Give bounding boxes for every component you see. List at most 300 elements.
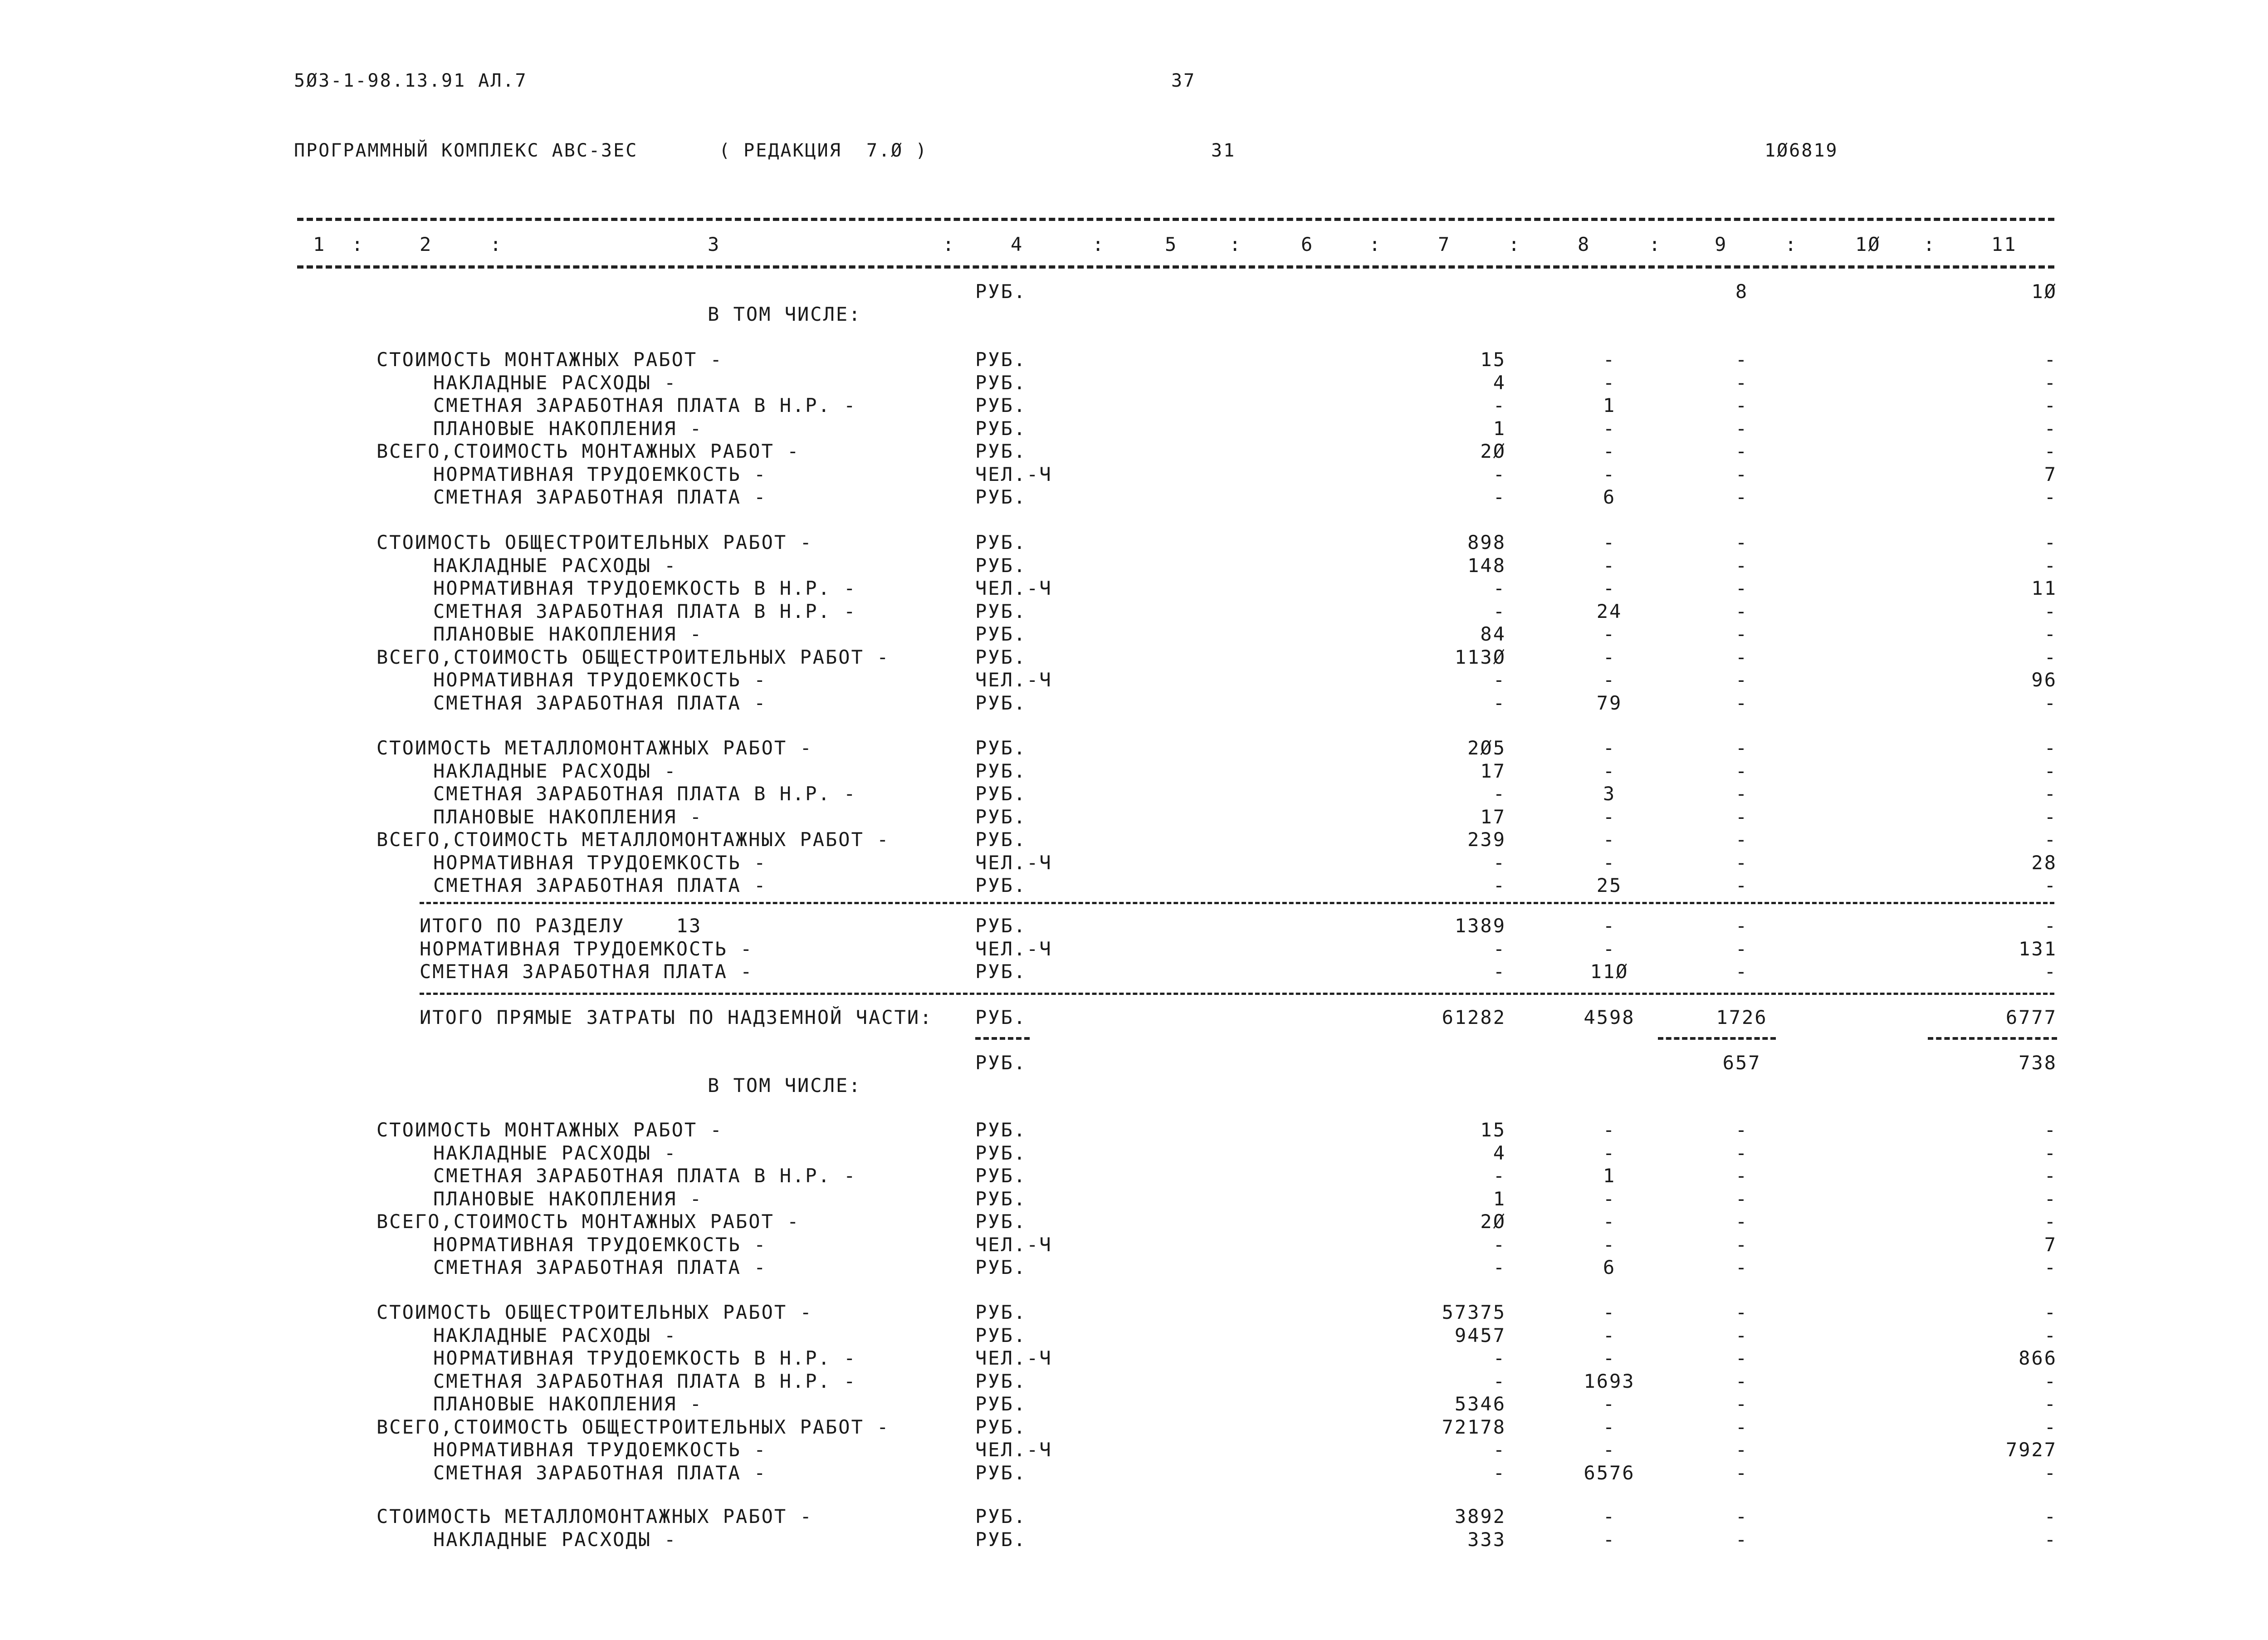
- column-11-value: 866: [2019, 1347, 2057, 1369]
- program-edition: ( РЕДАКЦИЯ 7.Ø ): [719, 140, 928, 161]
- row-label: СТОИМОСТЬ МОНТАЖНЫХ РАБОТ -: [376, 1119, 723, 1141]
- column-7-value: 4: [1493, 1141, 1506, 1164]
- column-9-value: -: [1735, 1187, 1749, 1210]
- column-7-value: -: [1493, 1165, 1506, 1187]
- column-8-value: -: [1603, 417, 1616, 440]
- column-11-value: -: [2044, 1505, 2057, 1527]
- column-8-value: -: [1603, 646, 1616, 668]
- grand-total-rule: [420, 993, 2054, 995]
- column-11-value: -: [2044, 600, 2057, 622]
- column-11-value: 96: [2031, 669, 2057, 691]
- column-9-value: -: [1735, 851, 1749, 874]
- row-label: НАКЛАДНЫЕ РАСХОДЫ -: [433, 1141, 677, 1164]
- column-11-value: 1Ø: [2031, 280, 2057, 303]
- column-9-value: -: [1735, 417, 1749, 440]
- header-top-rule: [297, 218, 2054, 221]
- row-label: ИТОГО ПО РАЗДЕЛУ 13: [420, 915, 702, 937]
- column-9-value: -: [1735, 805, 1749, 828]
- column-9-value: -: [1735, 440, 1749, 462]
- unit-cell: РУБ.: [975, 828, 1027, 851]
- unit-cell: РУБ.: [975, 1528, 1027, 1551]
- column-11-value: 11: [2031, 577, 2057, 599]
- column-7-value: 4: [1493, 371, 1506, 394]
- unit-cell: ЧЕЛ.-Ч: [975, 1233, 1052, 1256]
- row-label: ВСЕГО,СТОИМОСТЬ МОНТАЖНЫХ РАБОТ -: [376, 440, 800, 462]
- column-7-value: 72178: [1442, 1415, 1506, 1438]
- row-label: СМЕТНАЯ ЗАРАБОТНАЯ ПЛАТА В Н.Р. -: [433, 783, 857, 805]
- column-separator: :: [943, 233, 956, 255]
- column-7-value: 15: [1480, 348, 1506, 371]
- column-8-value: -: [1603, 1347, 1616, 1369]
- column-11-value: 6777: [2005, 1006, 2057, 1028]
- document-code: 5Ø3-1-98.13.91 АЛ.7: [294, 70, 528, 91]
- column-11-value: -: [2044, 1324, 2057, 1346]
- column-8-value: -: [1603, 1439, 1616, 1461]
- row-label: НОРМАТИВНАЯ ТРУДОЕМКОСТЬ В Н.Р. -: [433, 577, 857, 599]
- column-11-value: -: [2044, 1393, 2057, 1415]
- unit-cell: ЧЕЛ.-Ч: [975, 463, 1052, 485]
- row-label: НАКЛАДНЫЕ РАСХОДЫ -: [433, 371, 677, 394]
- header-bottom-rule: [297, 265, 2054, 269]
- subtotal-underline: [975, 1037, 1030, 1040]
- section-total-rule: [420, 902, 2054, 904]
- column-8-value: -: [1603, 1119, 1616, 1141]
- column-11-value: -: [2044, 1119, 2057, 1141]
- column-7-value: -: [1493, 937, 1506, 960]
- row-label: СТОИМОСТЬ ОБЩЕСТРОИТЕЛЬНЫХ РАБОТ -: [376, 1301, 813, 1323]
- column-8-value: -: [1603, 759, 1616, 782]
- column-7-value: 1389: [1454, 915, 1506, 937]
- column-7-value: -: [1493, 669, 1506, 691]
- column-7-value: -: [1493, 960, 1506, 983]
- page-number: 37: [1171, 70, 1196, 91]
- column-8-value: -: [1603, 669, 1616, 691]
- column-9-value: -: [1735, 828, 1749, 851]
- unit-cell: РУБ.: [975, 371, 1027, 394]
- unit-cell: РУБ.: [975, 394, 1027, 416]
- subheading: В ТОМ ЧИСЛЕ:: [708, 303, 862, 325]
- column-separator: :: [1092, 233, 1105, 255]
- unit-cell: РУБ.: [975, 915, 1027, 937]
- row-label: НАКЛАДНЫЕ РАСХОДЫ -: [433, 759, 677, 782]
- column-number-3: 3: [708, 233, 721, 255]
- column-8-value: 1: [1603, 1165, 1616, 1187]
- column-8-value: -: [1603, 737, 1616, 759]
- column-7-value: 333: [1467, 1528, 1506, 1551]
- column-11-value: 28: [2031, 851, 2057, 874]
- column-7-value: -: [1493, 463, 1506, 485]
- column-7-value: -: [1493, 851, 1506, 874]
- unit-cell: РУБ.: [975, 805, 1027, 828]
- column-9-value: -: [1735, 915, 1749, 937]
- row-label: СМЕТНАЯ ЗАРАБОТНАЯ ПЛАТА В Н.Р. -: [433, 394, 857, 416]
- column-11-value: -: [2044, 960, 2057, 983]
- column-8-value: -: [1603, 1210, 1616, 1233]
- subtotal-underline: [1658, 1037, 1776, 1040]
- unit-cell: ЧЕЛ.-Ч: [975, 577, 1052, 599]
- column-7-value: 2Ø: [1480, 440, 1506, 462]
- unit-cell: РУБ.: [975, 1052, 1027, 1074]
- column-11-value: 131: [2019, 937, 2057, 960]
- column-8-value: -: [1603, 1233, 1616, 1256]
- column-11-value: -: [2044, 1165, 2057, 1187]
- column-11-value: -: [2044, 1301, 2057, 1323]
- column-8-value: -: [1603, 554, 1616, 577]
- column-9-value: -: [1735, 1347, 1749, 1369]
- row-label: ПЛАНОВЫЕ НАКОПЛЕНИЯ -: [433, 805, 703, 828]
- unit-cell: РУБ.: [975, 440, 1027, 462]
- column-7-value: 57375: [1442, 1301, 1506, 1323]
- column-number-7: 7: [1438, 233, 1451, 255]
- column-8-value: 1693: [1584, 1370, 1635, 1392]
- unit-cell: РУБ.: [975, 1301, 1027, 1323]
- column-7-value: -: [1493, 1233, 1506, 1256]
- column-9-value: -: [1735, 1324, 1749, 1346]
- column-8-value: -: [1603, 1528, 1616, 1551]
- program-name: ПРОГРАММНЫЙ КОМПЛЕКС АВС-3ЕС: [294, 140, 638, 161]
- row-label: ВСЕГО,СТОИМОСТЬ МЕТАЛЛОМОНТАЖНЫХ РАБОТ -: [376, 828, 890, 851]
- row-label: НОРМАТИВНАЯ ТРУДОЕМКОСТЬ -: [433, 851, 767, 874]
- column-11-value: -: [2044, 348, 2057, 371]
- column-number-4: 4: [1011, 233, 1024, 255]
- column-7-value: -: [1493, 600, 1506, 622]
- row-label: СМЕТНАЯ ЗАРАБОТНАЯ ПЛАТА -: [420, 960, 753, 983]
- column-11-value: -: [2044, 371, 2057, 394]
- column-7-value: 9457: [1454, 1324, 1506, 1346]
- unit-cell: РУБ.: [975, 1119, 1027, 1141]
- column-7-value: 17: [1480, 805, 1506, 828]
- row-label: СМЕТНАЯ ЗАРАБОТНАЯ ПЛАТА В Н.Р. -: [433, 600, 857, 622]
- column-9-value: -: [1735, 1233, 1749, 1256]
- unit-cell: РУБ.: [975, 1165, 1027, 1187]
- row-label: ПЛАНОВЫЕ НАКОПЛЕНИЯ -: [433, 417, 703, 440]
- column-11-value: -: [2044, 874, 2057, 896]
- column-7-value: 148: [1467, 554, 1506, 577]
- column-7-value: 17: [1480, 759, 1506, 782]
- unit-cell: РУБ.: [975, 759, 1027, 782]
- column-9-value: -: [1735, 759, 1749, 782]
- column-separator: :: [1785, 233, 1798, 255]
- unit-cell: РУБ.: [975, 1006, 1027, 1028]
- column-11-value: -: [2044, 737, 2057, 759]
- column-8-value: -: [1603, 1187, 1616, 1210]
- column-8-value: -: [1603, 1301, 1616, 1323]
- row-label: ВСЕГО,СТОИМОСТЬ ОБЩЕСТРОИТЕЛЬНЫХ РАБОТ -: [376, 1415, 890, 1438]
- column-8-value: -: [1603, 915, 1616, 937]
- column-8-value: 6: [1603, 1256, 1616, 1278]
- unit-cell: РУБ.: [975, 874, 1027, 896]
- row-label: НАКЛАДНЫЕ РАСХОДЫ -: [433, 1324, 677, 1346]
- row-label: НОРМАТИВНАЯ ТРУДОЕМКОСТЬ -: [433, 1233, 767, 1256]
- row-label: ВСЕГО,СТОИМОСТЬ МОНТАЖНЫХ РАБОТ -: [376, 1210, 800, 1233]
- column-9-value: -: [1735, 1119, 1749, 1141]
- unit-cell: РУБ.: [975, 1187, 1027, 1210]
- column-8-value: -: [1603, 348, 1616, 371]
- column-8-value: -: [1603, 1393, 1616, 1415]
- unit-cell: РУБ.: [975, 783, 1027, 805]
- column-8-value: 11Ø: [1590, 960, 1629, 983]
- unit-cell: РУБ.: [975, 417, 1027, 440]
- column-number-6: 6: [1301, 233, 1314, 255]
- row-label: ПЛАНОВЫЕ НАКОПЛЕНИЯ -: [433, 1187, 703, 1210]
- column-11-value: 738: [2019, 1052, 2057, 1074]
- column-9-value: -: [1735, 646, 1749, 668]
- column-7-value: 898: [1467, 531, 1506, 553]
- unit-cell: РУБ.: [975, 1461, 1027, 1484]
- column-9-value: -: [1735, 1370, 1749, 1392]
- document-id: 1Ø6819: [1765, 140, 1838, 161]
- column-11-value: -: [2044, 828, 2057, 851]
- column-8-value: -: [1603, 577, 1616, 599]
- column-7-value: -: [1493, 1347, 1506, 1369]
- column-7-value: 1: [1493, 417, 1506, 440]
- column-11-value: -: [2044, 623, 2057, 645]
- column-7-value: 15: [1480, 1119, 1506, 1141]
- column-number-9: 9: [1715, 233, 1728, 255]
- column-11-value: -: [2044, 646, 2057, 668]
- column-9-value: -: [1735, 960, 1749, 983]
- unit-cell: РУБ.: [975, 1505, 1027, 1527]
- sheet-number: 31: [1211, 140, 1236, 161]
- unit-cell: ЧЕЛ.-Ч: [975, 669, 1052, 691]
- column-11-value: -: [2044, 486, 2057, 508]
- row-label: НОРМАТИВНАЯ ТРУДОЕМКОСТЬ -: [433, 463, 767, 485]
- column-8-value: 25: [1596, 874, 1623, 896]
- column-8-value: 3: [1603, 783, 1616, 805]
- column-11-value: -: [2044, 759, 2057, 782]
- column-8-value: -: [1603, 805, 1616, 828]
- row-label: СМЕТНАЯ ЗАРАБОТНАЯ ПЛАТА В Н.Р. -: [433, 1165, 857, 1187]
- row-label: ВСЕГО,СТОИМОСТЬ ОБЩЕСТРОИТЕЛЬНЫХ РАБОТ -: [376, 646, 890, 668]
- column-9-value: -: [1735, 348, 1749, 371]
- column-9-value: -: [1735, 486, 1749, 508]
- column-9-value: -: [1735, 937, 1749, 960]
- unit-cell: РУБ.: [975, 600, 1027, 622]
- column-7-value: 84: [1480, 623, 1506, 645]
- column-9-value: -: [1735, 874, 1749, 896]
- column-8-value: -: [1603, 623, 1616, 645]
- column-7-value: 2Ø: [1480, 1210, 1506, 1233]
- row-label: СТОИМОСТЬ ОБЩЕСТРОИТЕЛЬНЫХ РАБОТ -: [376, 531, 813, 553]
- column-9-value: -: [1735, 1461, 1749, 1484]
- grand-total-label: ИТОГО ПРЯМЫЕ ЗАТРАТЫ ПО НАДЗЕМНОЙ ЧАСТИ:: [420, 1006, 933, 1028]
- column-8-value: -: [1603, 463, 1616, 485]
- unit-cell: РУБ.: [975, 486, 1027, 508]
- column-8-value: 6576: [1584, 1461, 1635, 1484]
- column-9-value: 657: [1722, 1052, 1761, 1074]
- column-9-value: -: [1735, 1393, 1749, 1415]
- column-11-value: -: [2044, 554, 2057, 577]
- row-label: СМЕТНАЯ ЗАРАБОТНАЯ ПЛАТА -: [433, 874, 767, 896]
- column-9-value: 8: [1735, 280, 1749, 303]
- column-9-value: -: [1735, 1210, 1749, 1233]
- column-7-value: -: [1493, 394, 1506, 416]
- column-7-value: -: [1493, 1439, 1506, 1461]
- column-number-11: 11: [1991, 233, 2017, 255]
- column-8-value: 79: [1596, 691, 1623, 714]
- column-9-value: -: [1735, 1439, 1749, 1461]
- column-11-value: -: [2044, 1141, 2057, 1164]
- column-8-value: -: [1603, 1415, 1616, 1438]
- row-label: СМЕТНАЯ ЗАРАБОТНАЯ ПЛАТА -: [433, 691, 767, 714]
- unit-cell: РУБ.: [975, 280, 1027, 303]
- column-9-value: -: [1735, 1165, 1749, 1187]
- column-separator: :: [1649, 233, 1662, 255]
- unit-cell: ЧЕЛ.-Ч: [975, 1347, 1052, 1369]
- column-separator: :: [1369, 233, 1382, 255]
- column-11-value: -: [2044, 1528, 2057, 1551]
- column-number-8: 8: [1578, 233, 1591, 255]
- column-7-value: -: [1493, 874, 1506, 896]
- column-7-value: -: [1493, 1461, 1506, 1484]
- column-8-value: 6: [1603, 486, 1616, 508]
- unit-cell: ЧЕЛ.-Ч: [975, 851, 1052, 874]
- column-8-value: -: [1603, 1505, 1616, 1527]
- subheading: В ТОМ ЧИСЛЕ:: [708, 1074, 862, 1097]
- column-9-value: -: [1735, 1528, 1749, 1551]
- column-9-value: -: [1735, 1505, 1749, 1527]
- column-11-value: -: [2044, 1187, 2057, 1210]
- row-label: НОРМАТИВНАЯ ТРУДОЕМКОСТЬ -: [433, 1439, 767, 1461]
- unit-cell: РУБ.: [975, 1393, 1027, 1415]
- column-7-value: -: [1493, 1256, 1506, 1278]
- unit-cell: РУБ.: [975, 623, 1027, 645]
- column-7-value: -: [1493, 691, 1506, 714]
- column-7-value: 113Ø: [1454, 646, 1506, 668]
- column-9-value: -: [1735, 783, 1749, 805]
- column-7-value: -: [1493, 1370, 1506, 1392]
- unit-cell: РУБ.: [975, 960, 1027, 983]
- column-7-value: -: [1493, 577, 1506, 599]
- row-label: СТОИМОСТЬ МЕТАЛЛОМОНТАЖНЫХ РАБОТ -: [376, 737, 813, 759]
- column-11-value: -: [2044, 417, 2057, 440]
- column-11-value: -: [2044, 1210, 2057, 1233]
- unit-cell: РУБ.: [975, 737, 1027, 759]
- column-8-value: -: [1603, 1324, 1616, 1346]
- column-9-value: -: [1735, 394, 1749, 416]
- unit-cell: РУБ.: [975, 646, 1027, 668]
- column-8-value: -: [1603, 1141, 1616, 1164]
- column-11-value: 7: [2044, 1233, 2057, 1256]
- column-separator: :: [1923, 233, 1936, 255]
- column-11-value: -: [2044, 915, 2057, 937]
- row-label: СМЕТНАЯ ЗАРАБОТНАЯ ПЛАТА В Н.Р. -: [433, 1370, 857, 1392]
- column-9-value: -: [1735, 531, 1749, 553]
- column-7-value: 2Ø5: [1467, 737, 1506, 759]
- row-label: НАКЛАДНЫЕ РАСХОДЫ -: [433, 554, 677, 577]
- unit-cell: РУБ.: [975, 1210, 1027, 1233]
- row-label: НОРМАТИВНАЯ ТРУДОЕМКОСТЬ -: [433, 669, 767, 691]
- column-11-value: 7927: [2005, 1439, 2057, 1461]
- column-8-value: 1: [1603, 394, 1616, 416]
- unit-cell: РУБ.: [975, 1324, 1027, 1346]
- column-8-value: 24: [1596, 600, 1623, 622]
- column-9-value: -: [1735, 1256, 1749, 1278]
- column-9-value: -: [1735, 371, 1749, 394]
- column-11-value: -: [2044, 805, 2057, 828]
- column-8-value: -: [1603, 828, 1616, 851]
- subtotal-underline: [1928, 1037, 2057, 1040]
- column-7-value: 5346: [1454, 1393, 1506, 1415]
- column-11-value: -: [2044, 1256, 2057, 1278]
- row-label: ПЛАНОВЫЕ НАКОПЛЕНИЯ -: [433, 1393, 703, 1415]
- row-label: ПЛАНОВЫЕ НАКОПЛЕНИЯ -: [433, 623, 703, 645]
- row-label: СМЕТНАЯ ЗАРАБОТНАЯ ПЛАТА -: [433, 1461, 767, 1484]
- unit-cell: РУБ.: [975, 1256, 1027, 1278]
- row-label: СТОИМОСТЬ МЕТАЛЛОМОНТАЖНЫХ РАБОТ -: [376, 1505, 813, 1527]
- column-7-value: 239: [1467, 828, 1506, 851]
- column-separator: :: [1229, 233, 1242, 255]
- column-11-value: -: [2044, 394, 2057, 416]
- column-number-5: 5: [1165, 233, 1178, 255]
- row-label: СМЕТНАЯ ЗАРАБОТНАЯ ПЛАТА -: [433, 486, 767, 508]
- unit-cell: РУБ.: [975, 554, 1027, 577]
- column-9-value: -: [1735, 691, 1749, 714]
- column-7-value: 1: [1493, 1187, 1506, 1210]
- unit-cell: ЧЕЛ.-Ч: [975, 937, 1052, 960]
- row-label: НОРМАТИВНАЯ ТРУДОЕМКОСТЬ -: [420, 937, 753, 960]
- column-11-value: -: [2044, 691, 2057, 714]
- unit-cell: РУБ.: [975, 1415, 1027, 1438]
- column-11-value: -: [2044, 1370, 2057, 1392]
- column-9-value: -: [1735, 737, 1749, 759]
- column-8-value: 4598: [1584, 1006, 1635, 1028]
- column-number-10: 1Ø: [1855, 233, 1881, 255]
- column-number-1: 1: [313, 233, 326, 255]
- unit-cell: РУБ.: [975, 531, 1027, 553]
- column-8-value: -: [1603, 851, 1616, 874]
- column-8-value: -: [1603, 440, 1616, 462]
- unit-cell: РУБ.: [975, 1370, 1027, 1392]
- column-9-value: -: [1735, 623, 1749, 645]
- column-separator: :: [490, 233, 503, 255]
- column-separator: :: [352, 233, 365, 255]
- column-11-value: -: [2044, 1415, 2057, 1438]
- column-11-value: 7: [2044, 463, 2057, 485]
- column-11-value: -: [2044, 1461, 2057, 1484]
- column-9-value: 1726: [1716, 1006, 1768, 1028]
- unit-cell: ЧЕЛ.-Ч: [975, 1439, 1052, 1461]
- column-9-value: -: [1735, 1301, 1749, 1323]
- row-label: НАКЛАДНЫЕ РАСХОДЫ -: [433, 1528, 677, 1551]
- column-7-value: 3892: [1454, 1505, 1506, 1527]
- column-9-value: -: [1735, 554, 1749, 577]
- column-9-value: -: [1735, 1415, 1749, 1438]
- unit-cell: РУБ.: [975, 348, 1027, 371]
- column-11-value: -: [2044, 440, 2057, 462]
- column-7-value: -: [1493, 783, 1506, 805]
- row-label: СТОИМОСТЬ МОНТАЖНЫХ РАБОТ -: [376, 348, 723, 371]
- column-8-value: -: [1603, 371, 1616, 394]
- column-separator: :: [1508, 233, 1521, 255]
- column-9-value: -: [1735, 600, 1749, 622]
- column-7-value: -: [1493, 486, 1506, 508]
- column-9-value: -: [1735, 1141, 1749, 1164]
- column-8-value: -: [1603, 531, 1616, 553]
- unit-cell: РУБ.: [975, 691, 1027, 714]
- column-7-value: 61282: [1442, 1006, 1506, 1028]
- column-8-value: -: [1603, 937, 1616, 960]
- unit-cell: РУБ.: [975, 1141, 1027, 1164]
- column-9-value: -: [1735, 577, 1749, 599]
- row-label: НОРМАТИВНАЯ ТРУДОЕМКОСТЬ В Н.Р. -: [433, 1347, 857, 1369]
- row-label: СМЕТНАЯ ЗАРАБОТНАЯ ПЛАТА -: [433, 1256, 767, 1278]
- column-number-2: 2: [420, 233, 433, 255]
- column-9-value: -: [1735, 463, 1749, 485]
- column-9-value: -: [1735, 669, 1749, 691]
- column-11-value: -: [2044, 531, 2057, 553]
- column-11-value: -: [2044, 783, 2057, 805]
